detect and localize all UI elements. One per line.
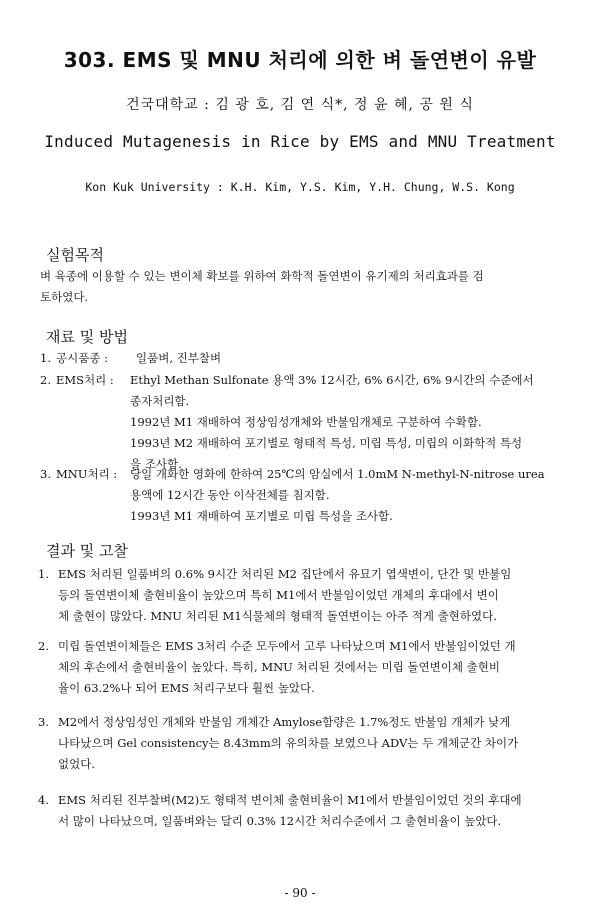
result-text: EMS 처리된 진부찰벼(M2)도 형태적 변이체 출현비율이 M1에서 반불임이었던 것의 후대에	[58, 793, 522, 807]
method-text: 종자처리함.	[130, 394, 190, 408]
method-text: 당일 개화한 영화에 한하여 25℃의 암실에서 1.0mM N-methyl-N-nitrose urea	[130, 467, 545, 481]
result-text: 서 많이 나타났으며, 일품벼와는 달리 0.3% 12시간 처리수준에서 그 출현비율이 높았다.	[58, 814, 502, 828]
result-text: 미립 돌연변이체들은 EMS 3처리 수준 모두에서 고루 나타났으며 M1에서 반불임이었던 개	[58, 639, 516, 653]
paper-title-korean: 303. EMS 및 MNU 처리에 의한 벼 돌연변이 유발	[63, 48, 537, 72]
method-number: 2.	[40, 373, 51, 387]
page-number: - 90 -	[284, 886, 316, 900]
result-item	[38, 564, 578, 630]
result-text: EMS 처리된 일품벼의 0.6% 9시간 처리된 M2 집단에서 유묘기 엽색변이, 단간 및 반불임	[58, 567, 512, 581]
authors-english: Kon Kuk University : K.H. Kim, Y.S. Kim, Y.H. Chung, W.S. Kong	[85, 180, 515, 194]
authors-korean: 건국대학교 : 김 광 호, 김 연 식*, 정 윤 혜, 공 원 식	[126, 97, 474, 113]
results-heading: 결과 및 고찰	[46, 542, 128, 560]
method-text: 1993년 M1 재배하여 포기별로 미립 특성을 조사함.	[130, 509, 393, 523]
objective-line-1: 벼 육종에 이용할 수 있는 변이체 확보를 위하여 화학적 돌연변이 유기제의 처리효과를 검	[40, 269, 484, 283]
result-number: 2.	[38, 639, 49, 653]
result-text: 나타났으며 Gel consistency는 8.43mm의 유의차를 보였으나 ADV는 두 개체군간 차이가	[58, 736, 519, 750]
result-item	[38, 636, 578, 702]
method-label: 공시품종 :	[56, 351, 108, 365]
method-number: 3.	[40, 467, 51, 481]
result-item	[38, 790, 578, 834]
methods-heading: 재료 및 방법	[46, 328, 128, 346]
method-text: 1992년 M1 재배하여 정상임성개체와 반불임개체로 구분하여 수확함.	[130, 415, 482, 429]
method-text: 1993년 M2 재배하여 포기별로 형태적 특성, 미립 특성, 미립의 이화학적 특성	[130, 436, 523, 450]
method-number: 1.	[40, 351, 51, 365]
method-text: 일품벼, 진부찰벼	[136, 351, 222, 365]
result-item	[38, 712, 578, 778]
result-text: 없었다.	[58, 757, 95, 771]
objective-heading: 실험목적	[46, 246, 104, 264]
method-item	[40, 464, 580, 534]
result-text: 체 출현이 많았다. MNU 처리된 M1식물체의 형태적 돌연변이는 아주 적게 출현하였다.	[58, 609, 497, 623]
result-text: M2에서 정상임성인 개체와 반불임 개체간 Amylose함량은 1.7%정도 반불임 개체가 낮게	[58, 715, 511, 729]
method-item	[40, 348, 570, 369]
method-label: MNU처리 :	[56, 467, 118, 481]
result-number: 4.	[38, 793, 49, 807]
method-text: Ethyl Methan Sulfonate 용액 3% 12시간, 6% 6시간, 6% 9시간의 수준에서	[130, 373, 534, 387]
result-number: 1.	[38, 567, 49, 581]
paper-title-english: Induced Mutagenesis in Rice by EMS and MNU Treatment	[44, 132, 556, 151]
objective-line-2: 토하였다.	[40, 290, 89, 304]
result-text: 율이 63.2%나 되어 EMS 처리구보다 훨씬 높았다.	[58, 681, 315, 695]
result-number: 3.	[38, 715, 49, 729]
method-label: EMS처리 :	[56, 373, 114, 387]
method-text: 을 조사함.	[130, 457, 182, 471]
method-text: 용액에 12시간 동안 이삭전체를 침지함.	[130, 488, 330, 502]
result-text: 체의 후손에서 출현비율이 높았다. 특히, MNU 처리된 것에서는 미립 돌연변이체 출현비	[58, 660, 500, 674]
result-text: 등의 돌연변이체 출현비율이 높았으며 특히 M1에서 반불임이었던 개체의 후대에서 변이	[58, 588, 499, 602]
